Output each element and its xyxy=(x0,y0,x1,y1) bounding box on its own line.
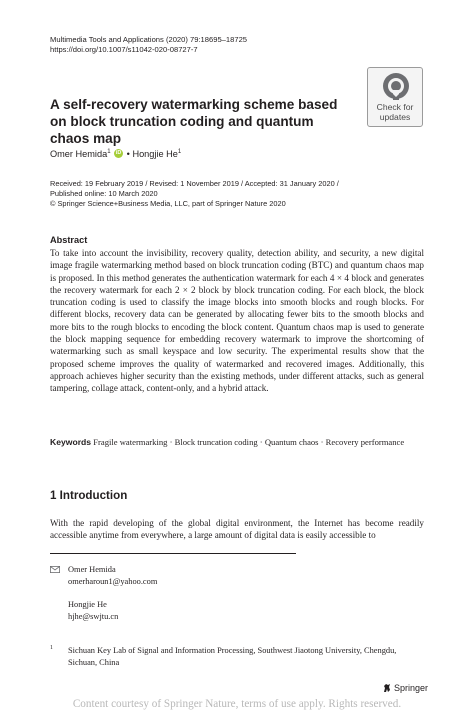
section-heading: 1 Introduction xyxy=(50,489,128,502)
publisher-name: Springer xyxy=(394,683,429,693)
corresponding-author-name: Omer Hemida xyxy=(68,565,116,574)
coauthor-email[interactable]: hjhe@swjtu.cn xyxy=(68,612,119,621)
journal-reference: Multimedia Tools and Applications (2020) 79:18695–18725 xyxy=(50,35,248,44)
publisher-logo[interactable] xyxy=(382,683,428,693)
affiliation-marker: 1 xyxy=(177,149,182,155)
check-updates-line2: updates xyxy=(379,111,411,122)
article-title: A self-recovery watermarking scheme based on block truncation coding and quantum chaos map xyxy=(50,97,338,146)
author-name[interactable]: Hongjie He xyxy=(132,149,178,159)
author-name[interactable]: Omer Hemida xyxy=(50,149,108,159)
footnote-divider xyxy=(50,553,296,554)
courtesy-notice: Content courtesy of Springer Nature, terms of use apply. Rights reserved. xyxy=(72,698,402,710)
affiliation-text: Sichuan Key Lab of Signal and Information Processing, Southwest Jiaotong University, Chengdu, Sichuan, China xyxy=(68,646,397,667)
doi-link[interactable]: https://doi.org/10.1007/s11042-020-08727-7 xyxy=(50,45,198,54)
check-updates-line1: Check for xyxy=(376,102,414,112)
copyright-notice: © Springer Science+Business Media, LLC, part of Springer Nature 2020 xyxy=(50,199,286,208)
orcid-icon[interactable]: iD xyxy=(115,150,122,156)
keywords-list: Fragile watermarking · Block truncation coding · Quantum chaos · Recovery performance xyxy=(93,437,405,447)
author-separator: • xyxy=(126,149,130,159)
affiliation-marker: 1 xyxy=(107,149,111,155)
corresponding-author-email[interactable]: omerharoun1@yahoo.com xyxy=(68,577,158,586)
crossmark-icon xyxy=(382,72,410,100)
keywords xyxy=(50,436,424,448)
keywords-label: Keywords xyxy=(50,437,92,447)
coauthor-name: Hongjie He xyxy=(68,600,107,609)
article-history: Received: 19 February 2019 / Revised: 1 November 2019 / Accepted: 31 January 2020 / xyxy=(50,179,339,188)
check-for-updates-badge[interactable] xyxy=(367,67,423,127)
author-list xyxy=(50,149,181,159)
section-text: With the rapid developing of the global digital environment, the Internet has become readily accessible anytime from everywhere, a large amount of digital data is easily accessible to xyxy=(50,518,424,541)
abstract-text: To take into account the invisibility, recovery quality, detection ability, and security, a new digital image fragile watermarking method based on block truncation coding (BTC) and quantum chaos map is proposed. In this method generates the authentication watermark for each 4 × 4 block and generates the recovery watermark for each 2 × 2 block by block truncation coding. For each block, the block truncation coding is used to classify the image blocks into smooth blocks and rough blocks. For different blocks, recovery data can be generated by allocating fewer bits to the smooth blocks and more bits to the rough blocks to encoding the block content. Quantum chaos map is used to generate the block mapping sequence for embedding recovery watermark to improve the shortcoming of watermarking such as small keyspace and low security. The experimental results show that the proposed scheme improves the quality of watermarked and recovered images. Additionally, this approach achieves higher security than the existing methods, under different attacks, such as general tampering, collage attack, content-only, and a hybrid attack. xyxy=(50,248,424,394)
abstract-heading: Abstract xyxy=(50,235,88,245)
envelope-icon xyxy=(50,566,60,573)
publication-date: Published online: 10 March 2020 xyxy=(50,189,158,198)
affiliation-number: 1 xyxy=(50,645,53,651)
springer-horse-icon xyxy=(382,683,392,693)
